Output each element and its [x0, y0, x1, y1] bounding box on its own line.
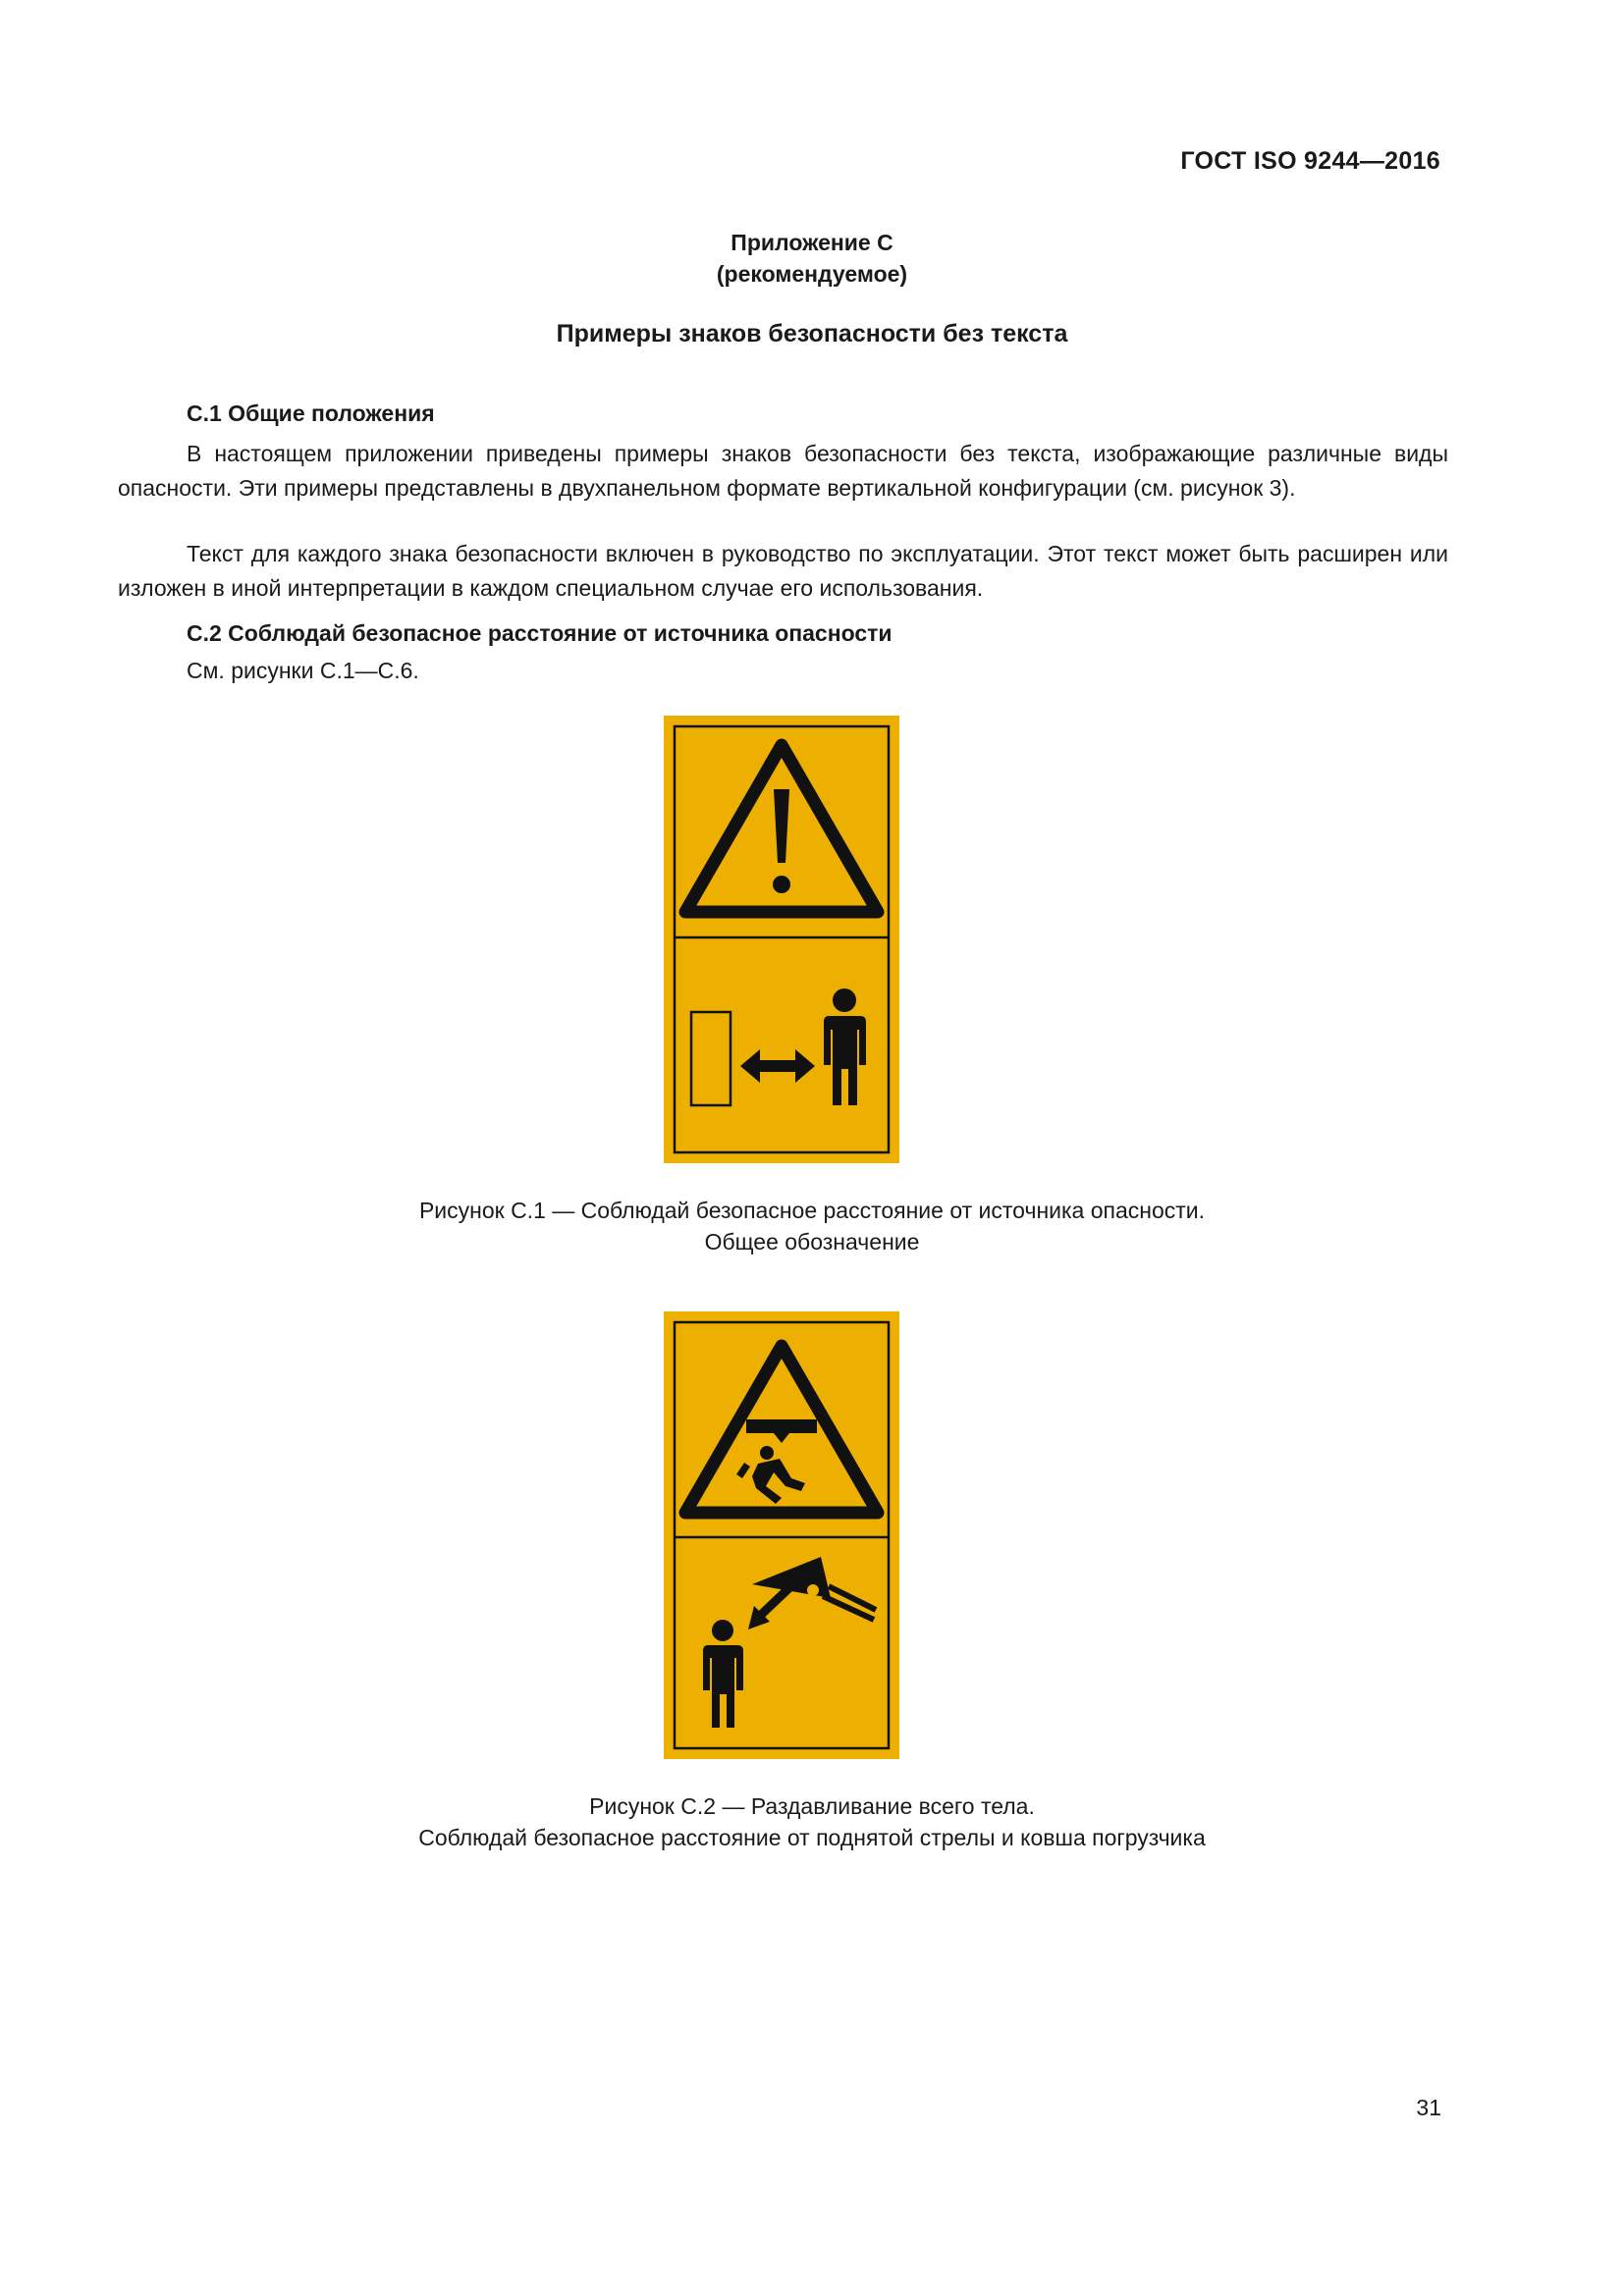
annex-title-line1: Приложение С — [731, 230, 893, 255]
section-c2-reference: См. рисунки С.1—С.6. — [187, 658, 419, 683]
sign-background — [664, 1311, 899, 1759]
figure-c2-caption-line1: Рисунок С.2 — Раздавливание всего тела. — [589, 1793, 1035, 1819]
annex-title-line2: (рекомендуемое) — [716, 261, 908, 287]
page-number: 31 — [1416, 2095, 1441, 2120]
figure-c1-caption-line2: Общее обозначение — [704, 1229, 920, 1255]
figure-c2-sign — [664, 1311, 899, 1759]
section-c1-paragraph-1: В настоящем приложении приведены примеры знаков безопасности без текста, изображающие различные виды опасности. Эти примеры представлены в двухпанельном формате вертикальной конфигурации (см. рисунок 3). — [118, 441, 1448, 501]
figure-c1-sign — [664, 716, 899, 1163]
figure-c2-caption-line2: Соблюдай безопасное расстояние от поднятой стрелы и ковша погрузчика — [418, 1825, 1206, 1850]
document-code: ГОСТ ISO 9244—2016 — [1180, 147, 1440, 175]
section-c1-heading: С.1 Общие положения — [187, 400, 435, 426]
figure-c1-caption-line1: Рисунок С.1 — Соблюдай безопасное расстояние от источника опасности. — [418, 1198, 1206, 1223]
annex-title — [0, 227, 1624, 290]
figure-c1-caption — [0, 1195, 1624, 1257]
figure-c2-caption — [0, 1790, 1624, 1853]
section-c2-heading: С.2 Соблюдай безопасное расстояние от источника опасности — [187, 620, 893, 646]
section-c1-paragraph-2: Текст для каждого знака безопасности включен в руководство по эксплуатации. Этот текст может быть расширен или изложен в иной интерпретации в каждом специальном случае его использования. — [118, 541, 1448, 601]
sign-background — [664, 716, 899, 1163]
annex-heading: Примеры знаков безопасности без текста — [556, 320, 1068, 347]
